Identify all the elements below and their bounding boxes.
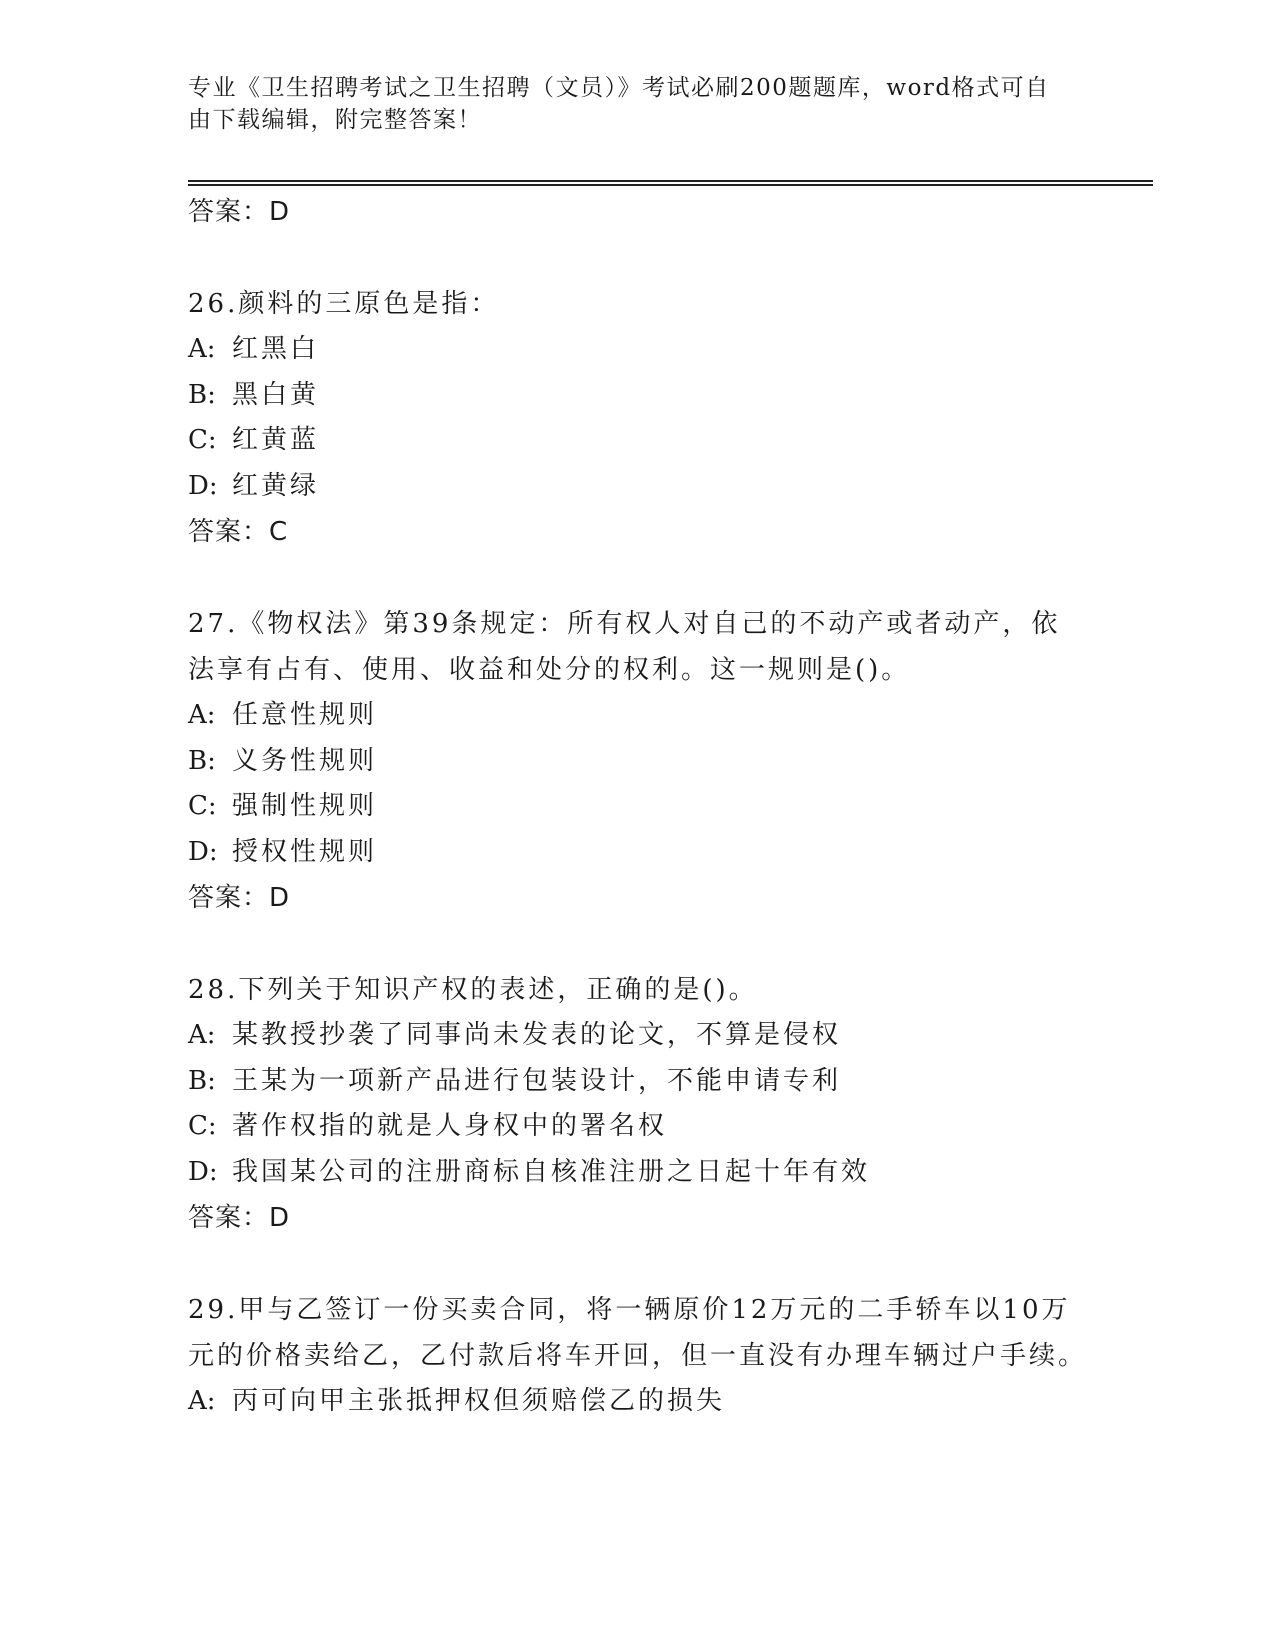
- question-stem: 26.颜料的三原色是指：: [188, 289, 500, 319]
- option-c: [188, 418, 1088, 464]
- option-letter: B:: [188, 745, 216, 776]
- answer-line: 答案：D: [188, 197, 291, 227]
- option-letter: B:: [188, 1065, 216, 1096]
- option-text: 著作权指的就是人身权中的署名权: [232, 1111, 668, 1141]
- option-a: [188, 1013, 1088, 1059]
- option-text: 红黄蓝: [232, 425, 320, 455]
- option-letter: A:: [188, 334, 216, 364]
- option-letter: D:: [188, 836, 218, 867]
- option-text: 我国某公司的注册商标自核准注册之日起十年有效: [232, 1156, 871, 1187]
- option-letter: D:: [188, 470, 218, 501]
- question-stem: 27.《物权法》第39条规定：所有权人对自己的不动产或者动产，依法享有占有、使用、收益和处分的权利。这一规则是()。: [188, 609, 1061, 685]
- document-body: [188, 189, 1088, 1425]
- option-text: 任意性规则: [232, 700, 378, 730]
- option-text: 强制性规则: [232, 791, 378, 821]
- option-letter: A:: [188, 1020, 216, 1050]
- option-letter: C:: [188, 1111, 217, 1141]
- question-block: [188, 967, 1088, 1241]
- header-rule-bottom: [188, 184, 1153, 186]
- option-letter: D:: [188, 1156, 218, 1187]
- question-stem: 28.下列关于知识产权的表述，正确的是()。: [188, 975, 758, 1005]
- option-letter: A:: [188, 700, 216, 730]
- option-letter: A:: [188, 1386, 216, 1416]
- option-d: [188, 830, 1088, 876]
- option-text: 某教授抄袭了同事尚未发表的论文，不算是侵权: [232, 1020, 842, 1050]
- option-b: [188, 1059, 1088, 1105]
- header-rule-top: [188, 180, 1153, 182]
- option-a: [188, 327, 1088, 373]
- question-block: [188, 601, 1088, 921]
- question-block: [188, 281, 1088, 555]
- option-c: [188, 1104, 1088, 1150]
- answer-line: 答案：D: [188, 883, 291, 913]
- option-text: 义务性规则: [232, 745, 378, 776]
- option-letter: C:: [188, 791, 217, 821]
- option-c: [188, 784, 1088, 830]
- option-text: 黑白黄: [232, 379, 320, 410]
- option-a: [188, 1379, 1088, 1425]
- option-text: 红黄绿: [232, 470, 320, 501]
- option-text: 丙可向甲主张抵押权但须赔偿乙的损失: [232, 1386, 726, 1416]
- option-letter: C:: [188, 425, 217, 455]
- option-b: [188, 739, 1088, 785]
- option-text: 红黑白: [232, 334, 320, 364]
- document-header: 专业《卫生招聘考试之卫生招聘（文员）》考试必刷200题题库，word格式可自由下载编辑，附完整答案！: [188, 75, 1050, 133]
- option-text: 王某为一项新产品进行包装设计，不能申请专利: [232, 1065, 842, 1096]
- answer-line: 答案：D: [188, 1203, 291, 1233]
- option-d: [188, 1150, 1088, 1196]
- question-stem: 29.甲与乙签订一份买卖合同，将一辆原价12万元的二手轿车以10万元的价格卖给乙，乙付款后将车开回，但一直没有办理车辆过户手续。: [188, 1295, 1088, 1371]
- option-d: [188, 464, 1088, 510]
- question-block: [188, 1287, 1088, 1425]
- option-letter: B:: [188, 379, 216, 410]
- option-b: [188, 373, 1088, 419]
- option-a: [188, 693, 1088, 739]
- option-text: 授权性规则: [232, 836, 378, 867]
- answer-line: 答案：C: [188, 517, 289, 547]
